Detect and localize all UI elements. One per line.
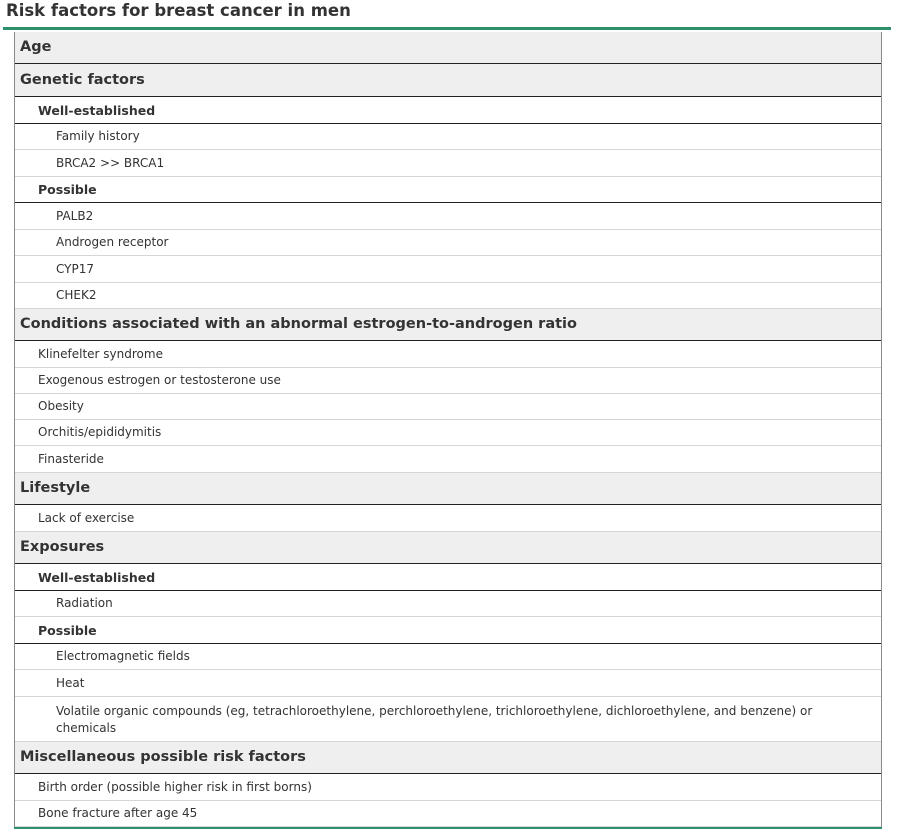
risk-factor-item-text: Lack of exercise (38, 510, 135, 525)
subsection-header (15, 97, 881, 124)
risk-factor-item-text: PALB2 (56, 208, 94, 223)
section-header-text: Genetic factors (20, 71, 145, 88)
risk-factor-item (15, 368, 881, 394)
risk-factor-item-text: Obesity (38, 399, 84, 413)
subsection-header (15, 617, 881, 644)
table-bottom-rule (14, 827, 882, 829)
risk-factor-item-text: BRCA2 >> BRCA1 (56, 155, 165, 170)
section-header (15, 473, 881, 505)
risk-factor-item-text: Orchitis/epididymitis (38, 425, 162, 439)
section-header-text: Exposures (20, 539, 105, 555)
risk-factor-item-text: Klinefelter syndrome (38, 346, 163, 361)
risk-factor-item-text: Androgen receptor (56, 235, 169, 249)
subsection-header (15, 177, 881, 203)
risk-factor-item (15, 256, 881, 283)
risk-factor-item (15, 230, 881, 256)
risk-factor-item (15, 341, 881, 368)
risk-factor-item-text: Electromagnetic fields (56, 649, 190, 663)
section-header (15, 32, 881, 64)
risk-factor-item (15, 644, 881, 670)
risk-factor-item (15, 394, 881, 420)
risk-factor-item (15, 505, 881, 532)
title-divider (3, 27, 891, 30)
subsection-header-text: Well-established (38, 569, 156, 585)
subsection-header-text: Possible (38, 182, 97, 197)
risk-factor-item-text: Birth order (possible higher risk in first borns) (38, 779, 312, 794)
risk-factor-item-text: Bone fracture after age 45 (38, 806, 198, 820)
risk-factor-item-text: Family history (56, 129, 140, 143)
risk-factor-item-text: Exogenous estrogen or testosterone use (38, 373, 281, 387)
risk-factor-item-text: Heat (56, 675, 85, 690)
risk-factor-item (15, 124, 881, 150)
risk-factor-item-text: Finasteride (38, 451, 104, 466)
risk-factor-item-text: Radiation (56, 596, 113, 610)
risk-factor-item (15, 697, 881, 742)
risk-factor-item (15, 283, 881, 309)
subsection-header-text: Well-established (38, 102, 156, 118)
risk-factor-item-text: CHEK2 (56, 288, 97, 302)
section-header (15, 532, 881, 564)
risk-factor-item (15, 420, 881, 446)
risk-factor-item (15, 446, 881, 473)
risk-factor-item-text: Volatile organic compounds (eg, tetrachloroethylene, perchloroethylene, trichloroethylene, dichloroethylene, and benzene) or chemicals (56, 704, 813, 735)
section-header-text: Age (20, 39, 52, 55)
subsection-header-text: Possible (38, 622, 97, 638)
risk-factor-item (15, 670, 881, 697)
subsection-header (15, 564, 881, 591)
section-header-text: Conditions associated with an abnormal estrogen-to-androgen ratio (20, 316, 577, 332)
risk-factor-item (15, 203, 881, 230)
section-header-text: Lifestyle (20, 480, 91, 496)
risk-factor-item (15, 591, 881, 617)
risk-factor-table (14, 32, 882, 827)
risk-factor-item (15, 801, 881, 827)
section-header (15, 309, 881, 341)
section-header-text: Miscellaneous possible risk factors (20, 749, 306, 765)
page-title: Risk factors for breast cancer in men (6, 1, 351, 20)
risk-factor-item (15, 150, 881, 177)
risk-factor-item-text: CYP17 (56, 261, 95, 276)
section-header (15, 64, 881, 97)
risk-factor-item (15, 774, 881, 801)
section-header (15, 742, 881, 774)
